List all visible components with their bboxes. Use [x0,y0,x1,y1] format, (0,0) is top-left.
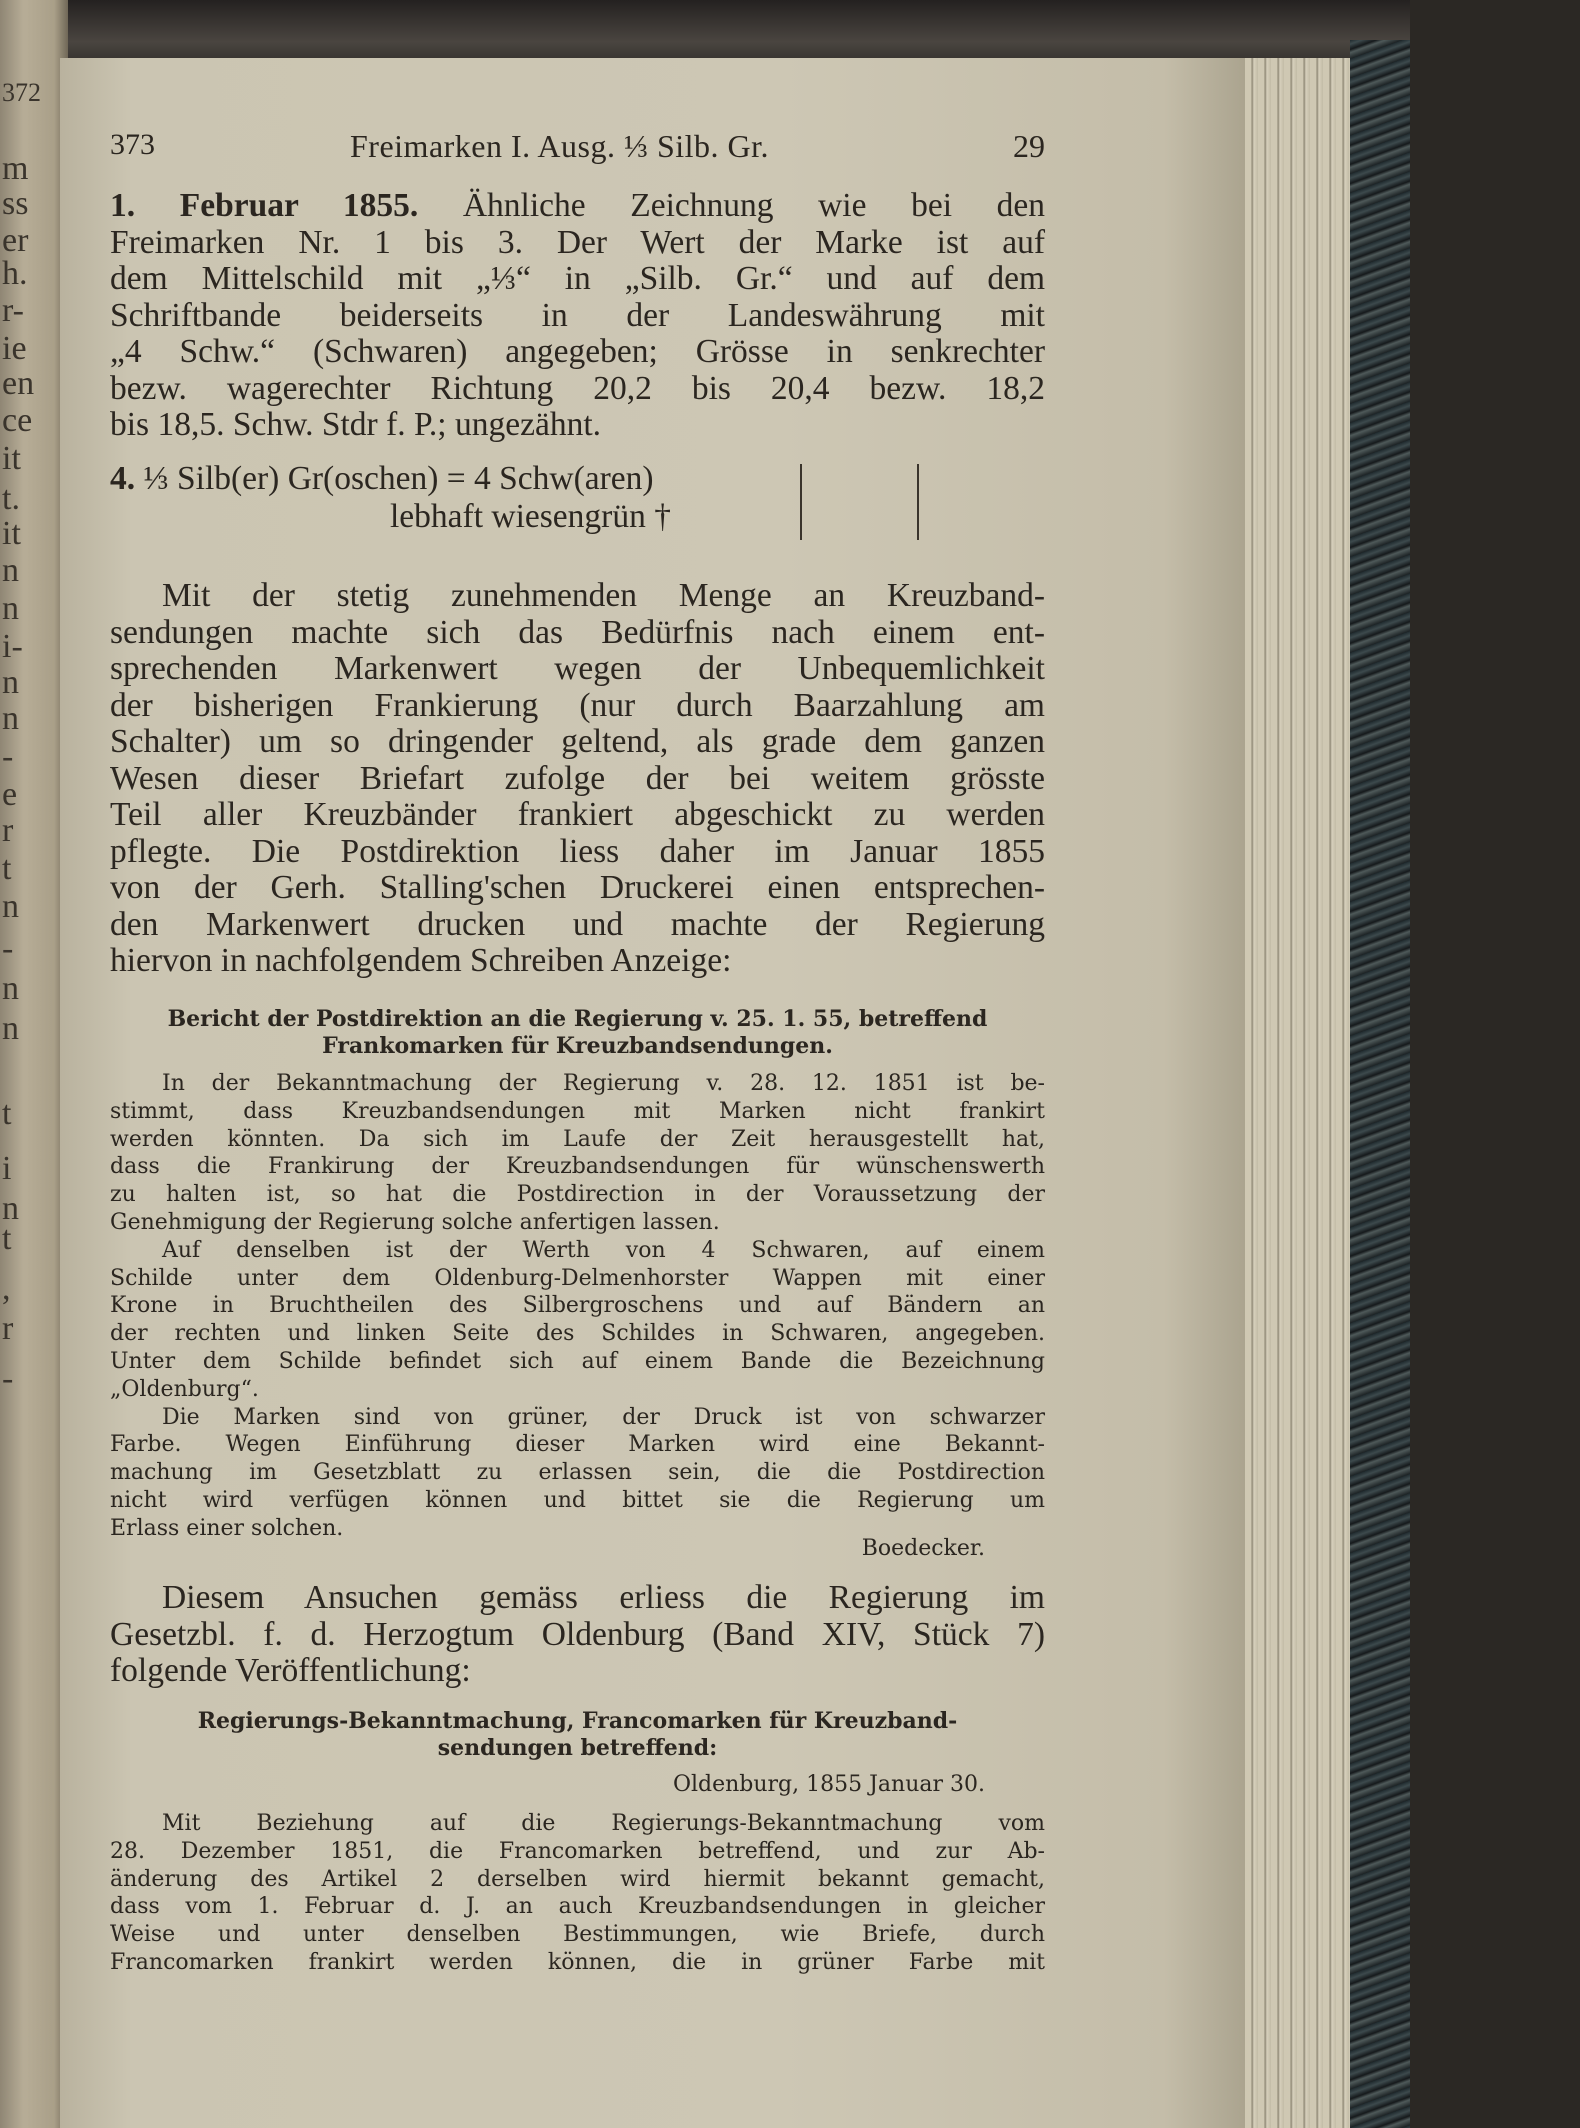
header-left-number: 373 [110,128,155,161]
left-page-fragment: ss [2,185,29,222]
decree-line: dass vom 1. Februar d. J. an auch Kreuzbandsendungen in gleicher [110,1894,1045,1920]
left-page-fragment: en [2,365,35,402]
paragraph-line: Mit der stetig zunehmenden Menge an Kreuzband- [162,577,1045,614]
header-title: Freimarken I. Ausg. ⅓ Silb. Gr. [350,128,770,164]
left-page-fragment: t. [2,480,20,517]
left-page-strip [0,0,68,2128]
left-page-fragment: ce [2,402,33,439]
report-line: Farbe. Wegen Einführung dieser Marken wird eine Bekannt- [110,1432,1045,1458]
report-line: „Oldenburg“. [110,1376,259,1402]
decree-heading-line: sendungen betreffend: [437,1735,718,1761]
decree-line: Mit Beziehung auf die Regierungs-Bekanntmachung vom [162,1811,1045,1836]
report-heading-line: Bericht der Postdirektion an die Regierung v. 25. 1. 55, betreffend [167,1006,988,1032]
left-page-fragment: h. [2,255,28,292]
intro-line: Freimarken Nr. 1 bis 3. Der Wert der Marke ist auf [110,223,1045,261]
intro-line: dem Mittelschild mit „⅓“ in „Silb. Gr.“ und auf dem [110,260,1045,297]
left-page-fragment: it [2,440,21,477]
stamp-value: ⅓ Silb(er) Gr(oschen) = 4 Schw(aren) [143,460,654,497]
left-page-fragment: , [2,1270,11,1307]
paragraph-line: Teil aller Kreuzbänder frankiert abgeschickt zu werden [110,796,1045,833]
paragraph-line: pflegte. Die Postdirektion liess daher im Januar 1855 [110,832,1045,870]
decree-heading [110,1708,1045,1762]
left-page-fragment: i- [2,628,23,665]
left-page-fragment: n [2,1190,19,1227]
page-number: 29 [1013,128,1045,164]
left-page-fragment: r [2,812,14,849]
report-line: dass die Frankirung der Kreuzbandsendungen für wünschenswerth [110,1154,1045,1180]
report-line: werden könnten. Da sich im Laufe der Zeit herausgestellt hat, [110,1126,1045,1152]
page-edge-stack [1245,58,1355,2128]
decree-place-date: Oldenburg, 1855 Januar 30. [672,1772,985,1797]
left-page-fragment: ie [2,330,27,367]
paragraph-line: folgende Veröffentlichung: [110,1652,471,1689]
paragraph-line: sendungen machte sich das Bedürfnis nach einem ent- [110,613,1045,651]
report-line: Erlass einer solchen. [110,1515,344,1541]
paragraph-line: Gesetzbl. f. d. Herzogtum Oldenburg (Band XIV, Stück 7) [110,1615,1045,1653]
paragraph-line: den Markenwert drucken und machte der Regierung [110,905,1045,943]
report-signature: Boedecker. [861,1536,985,1561]
stamp-color: lebhaft wiesengrün † [390,498,671,535]
left-page-fragment: t [2,850,12,887]
paragraph-line: Schalter) um so dringender geltend, als grade dem ganzen [110,723,1045,760]
paragraph-line: Wesen dieser Briefart zufolge der bei weitem grösste [110,759,1045,797]
intro-line-1: 1. Februar 1855. Ähnliche Zeichnung wie bei den [110,187,1046,224]
report-line: zu halten ist, so hat die Postdirection in der Voraussetzung der [110,1182,1045,1208]
running-header [110,128,1045,168]
decree-body [110,1810,1045,1977]
paragraph-line: hiervon in nachfolgendem Schreiben Anzeige: [110,942,732,979]
paragraph-line: sprechenden Markenwert wegen der Unbequemlichkeit [110,650,1045,687]
left-page-fragment: i [2,1150,12,1187]
table-rule [800,464,802,540]
report-line: Auf denselben ist der Werth von 4 Schwaren, auf einem [162,1237,1045,1263]
intro-paragraph [110,188,1045,444]
report-line: stimmt, dass Kreuzbandsendungen mit Marken nicht frankirt [110,1098,1045,1124]
intro-line: bis 18,5. Schw. Stdr f. P.; ungezähnt. [110,406,602,443]
left-page-fragment: it [2,515,21,552]
left-page-fragment: t [2,1095,12,1132]
intro-date: 1. Februar 1855. [110,187,419,224]
paragraph-line: der bisherigen Frankierung (nur durch Baarzahlung am [110,686,1045,724]
background-right [1410,0,1580,2128]
report-body [110,1070,1045,1543]
main-paragraph [110,578,1045,980]
decree-line: Francomarken frankirt werden können, die in grüner Farbe mit [110,1949,1045,1975]
paragraph-line: Diesem Ansuchen gemäss erliess die Regierung im [162,1579,1045,1616]
left-page-fragment: n [2,970,19,1007]
left-page-fragment: n [2,1010,19,1047]
intro-line: „4 Schw.“ (Schwaren) angegeben; Grösse in senkrechter [110,333,1045,370]
report-line: nicht wird verfügen können und bittet sie die Regierung um [110,1487,1045,1513]
left-page-fragment: m [2,150,29,187]
left-page-fragment: n [2,664,19,701]
left-page-fragment: n [2,552,19,589]
decree-line: 28. Dezember 1851, die Francomarken betreffend, und zur Ab- [110,1838,1045,1864]
book-page [60,58,1260,2128]
left-page-fragment: - [2,738,14,775]
second-paragraph [110,1580,1045,1690]
intro-line: Schriftbande beiderseits in der Landeswährung mit [110,296,1045,334]
left-page-fragment: e [2,776,18,813]
left-page-fragment: - [2,1360,14,1397]
left-page-fragment: - [2,930,14,967]
decree-heading-line: Regierungs-Bekanntmachung, Francomarken für Kreuzband- [197,1708,958,1734]
report-line: der rechten und linken Seite des Schildes in Schwaren, angegeben. [110,1321,1045,1347]
report-line: Genehmigung der Regierung solche anfertigen lassen. [110,1209,720,1235]
left-page-fragment: n [2,888,19,925]
report-line: machung im Gesetzblatt zu erlassen sein, die die Postdirection [110,1460,1045,1486]
report-line: Krone in Bruchtheilen des Silbergroschens und auf Bändern an [110,1293,1045,1319]
stamp-number: 4. [110,460,136,497]
paragraph-line: von der Gerh. Stalling'schen Druckerei einen entsprechen- [110,869,1045,906]
intro-line: bezw. wagerechter Richtung 20,2 bis 20,4 bezw. 18,2 [110,369,1045,407]
report-line: Die Marken sind von grüner, der Druck ist von schwarzer [162,1404,1045,1430]
report-line: Schilde unter dem Oldenburg-Delmenhorster Wappen mit einer [110,1265,1045,1291]
marbled-cover [1350,40,1410,2128]
left-page-fragment: t [2,1220,12,1257]
left-page-fragment: r- [2,292,24,329]
table-rule [917,464,919,540]
decree-line: Weise und unter denselben Bestimmungen, wie Briefe, durch [110,1922,1045,1948]
left-page-fragment: r [2,1310,14,1347]
report-heading-line: Frankomarken für Kreuzbandsendungen. [322,1033,833,1059]
left-page-fragment: n [2,590,19,627]
report-heading [110,1006,1045,1060]
left-page-fragment: er [2,222,29,259]
left-page-fragment: 372 [2,78,41,107]
report-line: In der Bekanntmachung der Regierung v. 28. 12. 1851 ist be- [162,1071,1045,1096]
left-page-fragment: n [2,700,19,737]
decree-line: änderung des Artikel 2 derselben wird hiermit bekannt gemacht, [110,1866,1045,1892]
report-line: Unter dem Schilde befindet sich auf einem Bande die Bezeichnung [110,1348,1045,1374]
